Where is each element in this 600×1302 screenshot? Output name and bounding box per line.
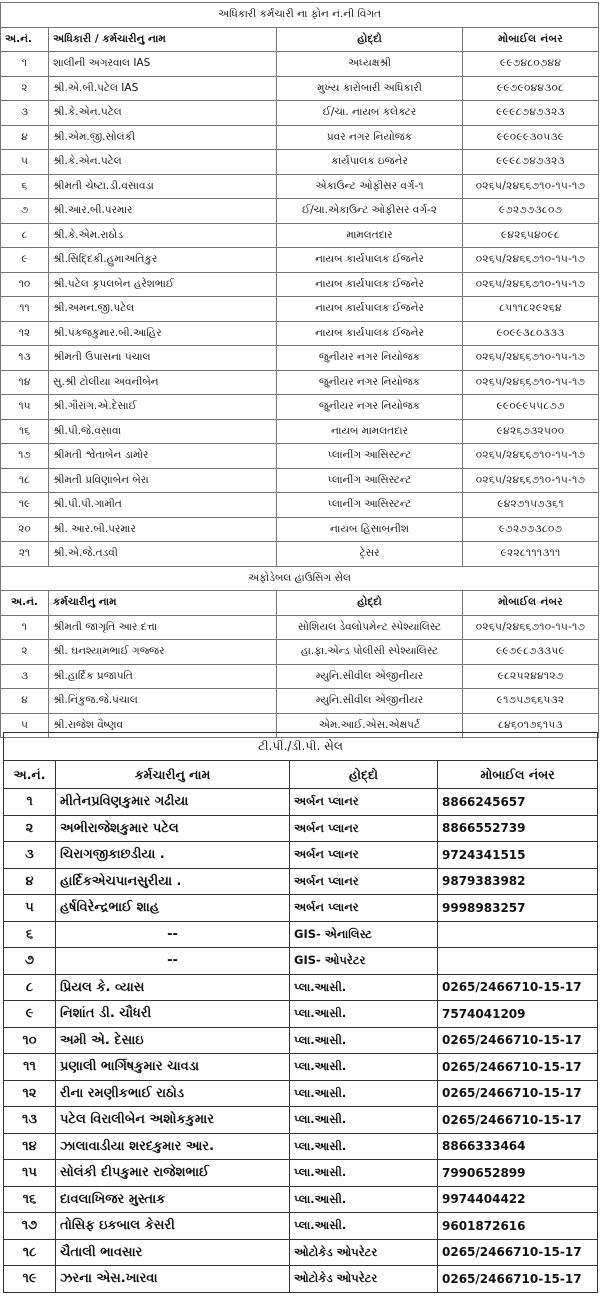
row-name: શ્રી.એમ.જી.સોલંકી: [49, 125, 277, 150]
row-serial: ૪: [1, 125, 49, 150]
row-name: શ્રી.પંકજકુમાર.બી.આહિર: [49, 321, 277, 346]
row-mobile: 0265/2466710-15-17: [438, 1027, 598, 1054]
row-mobile: ૮૪૬૦૧૭૬૧૫૩: [463, 713, 599, 738]
col-header-designation: હોદ્દો: [277, 591, 463, 616]
table-row: [1, 370, 599, 395]
row-mobile: 7574041209: [438, 1001, 598, 1028]
row-serial: ૩: [1, 664, 49, 689]
table-row: [4, 1239, 598, 1266]
row-name: પ્રિયલ કે. વ્યાસ: [56, 974, 290, 1001]
row-designation: પ્લા.આસી.: [290, 1080, 438, 1107]
row-serial: ૧: [1, 615, 49, 640]
row-designation: અર્બન પ્લાનર: [290, 895, 438, 922]
row-name: શ્રી.હાર્દિક પ્રજાપતિ: [49, 664, 277, 689]
table-row: [1, 223, 599, 248]
row-designation: અર્બન પ્લાનર: [290, 842, 438, 869]
row-mobile: ૯૪૨૬૫૪૦૯૮: [463, 223, 599, 248]
table-row: [1, 346, 599, 371]
row-designation: પ્લાનીંગ આસિસ્ટન્ટ: [277, 493, 463, 518]
row-mobile: ૦૨૬૫/૨૪૬૬૭૧૦-૧૫-૧૭: [463, 444, 599, 469]
row-mobile: 8866333464: [438, 1133, 598, 1160]
table-row: [4, 1213, 598, 1240]
row-name: શ્રી.સિદ્દિકી.હુમાઅતિકુર: [49, 248, 277, 273]
table-row: [4, 895, 598, 922]
row-mobile: ૯૯૭૯૮૭૩૩૫૯: [463, 640, 599, 665]
row-designation: પ્લા.આસી.: [290, 1001, 438, 1028]
row-name: હર્ષવિરેન્દ્રભાઈ શાહ: [56, 895, 290, 922]
col-header-mobile: મોબાઈલ નંબર: [438, 761, 598, 789]
row-mobile: ૯૦૯૯૩૮૦૩૩૩: [463, 321, 599, 346]
row-mobile: ૦૨૬૫/૨૪૬૬૭૧૦-૧૫-૧૭: [463, 248, 599, 273]
row-serial: ૧૫: [1, 395, 49, 420]
table-row: [4, 868, 598, 895]
row-serial: ૨૧: [1, 542, 49, 567]
tp-dp-cell-table-body: [4, 733, 598, 1293]
row-name: શ્રી. ઘનશ્યામભાઈ ગજ્જર: [49, 640, 277, 665]
row-mobile: ૦૨૬૫/૨૪૬૬૭૧૦-૧૫-૧૭: [463, 272, 599, 297]
row-mobile: 0265/2466710-15-17: [438, 1107, 598, 1134]
row-name: શ્રી.પી.જે.વસાવા: [49, 419, 277, 444]
row-mobile: 0265/2466710-15-17: [438, 974, 598, 1001]
table-row: [1, 52, 599, 77]
row-name: ઝરના એસ.ખારવા: [56, 1266, 290, 1293]
row-designation: પ્લા.આસી.: [290, 1160, 438, 1187]
row-serial: ૧૧: [1, 297, 49, 322]
col-header-name: કર્મચારીનુ નામ: [56, 761, 290, 789]
row-designation: જુનીયર નગર નિયોજક: [277, 370, 463, 395]
row-serial: ૫: [1, 150, 49, 175]
row-name: શ્રી.પટેલ કૃપલબેન હરેશભાઈ: [49, 272, 277, 297]
row-mobile: 0265/2466710-15-17: [438, 1266, 598, 1293]
row-mobile: ૯૭૨૭૭૩૮૦૭: [463, 517, 599, 542]
row-designation: GIS- એનાલિસ્ટ: [290, 921, 438, 948]
row-mobile: 0265/2466710-15-17: [438, 1239, 598, 1266]
row-designation: ઓટોકેડ ઓપરેટર: [290, 1239, 438, 1266]
row-designation: અર્બન પ્લાનર: [290, 868, 438, 895]
row-designation: નાયબ મામલતદાર: [277, 419, 463, 444]
row-name: પ્રણાલી ભાર્ગિષકુમાર ચાવડા: [56, 1054, 290, 1081]
row-name: શ્રીમતી ચેષ્ટા.ડી.વસાવડા: [49, 174, 277, 199]
table-row: [1, 150, 599, 175]
row-serial: ૧૮: [4, 1239, 56, 1266]
row-designation: નાયબ કાર્યપાલક ઈજનેર: [277, 321, 463, 346]
row-mobile: 9879383982: [438, 868, 598, 895]
row-name: રીના રમણીકભાઈ રાઠોડ: [56, 1080, 290, 1107]
row-mobile: 9998983257: [438, 895, 598, 922]
row-serial: ૪: [4, 868, 56, 895]
row-serial: ૧૪: [1, 370, 49, 395]
row-mobile: ૯૯૯૮૭૪૭૩૨૩: [463, 150, 599, 175]
row-mobile: [438, 921, 598, 948]
row-serial: ૬: [1, 174, 49, 199]
row-serial: ૨: [1, 640, 49, 665]
row-mobile: 0265/2466710-15-17: [438, 1080, 598, 1107]
row-name: પટેલ વિરાલીબેન અશોકકુમાર: [56, 1107, 290, 1134]
row-mobile: ૯૧૭૫૭૬૬૫૩૨: [463, 689, 599, 714]
row-designation: ઈ/ચા.એકાઉન્ટ ઓફીસર વર્ગ-૨: [277, 199, 463, 224]
row-serial: ૨: [4, 815, 56, 842]
row-designation: નાયબ હિસાબનીશ: [277, 517, 463, 542]
row-serial: ૯: [1, 248, 49, 273]
row-serial: ૫: [1, 713, 49, 738]
row-mobile: 8866552739: [438, 815, 598, 842]
row-serial: ૧૯: [1, 493, 49, 518]
table-row: [1, 125, 599, 150]
row-name: શ્રીમતી ઉપાસના પંચાલ: [49, 346, 277, 371]
row-mobile: ૯૮૨૫૨૪૪૧૨૭: [463, 664, 599, 689]
row-serial: ૧૯: [4, 1266, 56, 1293]
table-row: [4, 1160, 598, 1187]
row-serial: ૧૨: [4, 1080, 56, 1107]
row-name: શ્રી.અમન.જી.પટેલ: [49, 297, 277, 322]
col-header-name: કર્મચારીનુ નામ: [49, 591, 277, 616]
row-name: શ્રી.નિંકુજ.જે.પંચાલ: [49, 689, 277, 714]
row-mobile: ૦૨૬૫/૨૪૬૬૭૧૦-૧૫-૧૭: [463, 346, 599, 371]
col-header-serial: અ.નં.: [1, 27, 49, 52]
row-name: શ્રીમતી પ્રવિણાબેન બેરા: [49, 468, 277, 493]
row-designation: ઓટોકેડ ઓપરેટર: [290, 1266, 438, 1293]
col-header-designation: હોદ્દો: [277, 27, 463, 52]
row-designation: નાયબ કાર્યપાલક ઈજનેર: [277, 297, 463, 322]
table-row: [4, 1001, 598, 1028]
row-name: શ્રી.કે.એમ.રાઠોડ: [49, 223, 277, 248]
row-name: શ્રી.આર.બી.પરમાર: [49, 199, 277, 224]
row-name: સોલંકી દીપકુમાર રાજેશભાઈ: [56, 1160, 290, 1187]
col-header-mobile: મોબાઈલ નંબર: [463, 27, 599, 52]
table-row: [1, 101, 599, 126]
table-row: [1, 689, 599, 714]
table-row: [4, 974, 598, 1001]
row-mobile: 8866245657: [438, 789, 598, 816]
row-mobile: ૦૨૬૫/૨૪૬૬૭૧૦-૧૫-૧૭: [463, 370, 599, 395]
table-row: [4, 948, 598, 975]
row-designation: GIS- ઓપરેટર: [290, 948, 438, 975]
row-designation: જુનીયર નગર નિયોજક: [277, 346, 463, 371]
row-name: ચિરાગજીકાછડીયા .: [56, 842, 290, 869]
table-row: [1, 493, 599, 518]
section1-title: અધિકારી કર્મચારી ના ફોન નં.ની વિગત: [1, 3, 599, 28]
row-name: તોસિફ ઇકબાલ કેસરી: [56, 1213, 290, 1240]
table-row: [4, 789, 598, 816]
row-serial: ૩: [4, 842, 56, 869]
row-designation: મ્યુનિ.સીવીલ એંજીનીયર: [277, 689, 463, 714]
row-designation: પ્લા.આસી.: [290, 974, 438, 1001]
row-name: શ્રીમતી શ્વેતાબેન ડામોર: [49, 444, 277, 469]
row-designation: સોશિયલ ડેવલોપમેન્ટ સ્પેશ્યાલિસ્ટ: [277, 615, 463, 640]
row-mobile: 0265/2466710-15-17: [438, 1054, 598, 1081]
row-serial: ૧૩: [4, 1107, 56, 1134]
table-row: [4, 1027, 598, 1054]
table-row: [4, 1133, 598, 1160]
row-designation: હા.ફા.એન્ડ પોલીસી સ્પેશ્યાલિસ્ટ: [277, 640, 463, 665]
row-designation: ટ્રેસર: [277, 542, 463, 567]
row-name: હાર્દિકએચપાનસુરીયા .: [56, 868, 290, 895]
row-mobile: ૯૯૯૮૭૪૭૩૨૩: [463, 101, 599, 126]
table-row: [1, 640, 599, 665]
row-serial: ૧૭: [1, 444, 49, 469]
row-designation: પ્લાનીંગ આસિસ્ટન્ટ: [277, 444, 463, 469]
row-designation: પ્લા.આસી.: [290, 1186, 438, 1213]
table-row: [1, 615, 599, 640]
row-designation: એકાઉન્ટ ઓફીસર વર્ગ-૧: [277, 174, 463, 199]
row-designation: ઈ/ચા. નાયબ કલેક્ટર: [277, 101, 463, 126]
row-mobile: 9724341515: [438, 842, 598, 869]
row-designation: પ્રવર નગર નિયોજક: [277, 125, 463, 150]
table-row: [1, 174, 599, 199]
row-mobile: ૦૨૬૫/૨૪૬૬૭૧૦-૧૫-૧૭: [463, 615, 599, 640]
officers-phone-table: [0, 2, 599, 738]
table-row: [1, 248, 599, 273]
row-serial: ૫: [4, 895, 56, 922]
row-name: અભીરાજેશકુમાર પટેલ: [56, 815, 290, 842]
row-mobile: ૯૭૨૭૭૩૮૦૭: [463, 199, 599, 224]
row-serial: ૩: [1, 101, 49, 126]
table-row: [4, 921, 598, 948]
row-mobile: ૯૯૦૯૯૫૫૮૭૭: [463, 395, 599, 420]
row-mobile: 7990652899: [438, 1160, 598, 1187]
row-name: અમી એ. દેસાઇ: [56, 1027, 290, 1054]
row-designation: પ્લા.આસી.: [290, 1213, 438, 1240]
row-mobile: ૯૪૨૭૧૫૭૩૬૧: [463, 493, 599, 518]
row-mobile: ૯૯૭૯૦૪૪૩૦૮: [463, 76, 599, 101]
table-row: [1, 517, 599, 542]
row-serial: ૧૦: [1, 272, 49, 297]
section3-title: ટી.પી./ડી.પી. સેલ: [4, 733, 598, 761]
row-serial: ૧૩: [1, 346, 49, 371]
table-row: [4, 1107, 598, 1134]
row-mobile: ૯૯૭૪૮૦૭૪૪: [463, 52, 599, 77]
row-mobile: 9601872616: [438, 1213, 598, 1240]
col-header-mobile: મોબાઈલ નંબર: [463, 591, 599, 616]
table-row: [1, 297, 599, 322]
table-row: [4, 1266, 598, 1293]
row-designation: પ્લા.આસી.: [290, 1133, 438, 1160]
section2-title: અફોડેબલ હાઉસિંગ સેલ: [1, 566, 599, 591]
row-mobile: ૯૨૨૮૧૧૧૩૧૧: [463, 542, 599, 567]
row-name: શ્રી.એ.બી.પટેલ IAS: [49, 76, 277, 101]
table-row: [1, 542, 599, 567]
row-name: --: [56, 921, 290, 948]
table-row: [4, 1186, 598, 1213]
row-name: શ્રી.કે.એન.પટેલ: [49, 150, 277, 175]
row-mobile: ૯૯૦૯૯૩૦૫૩૯: [463, 125, 599, 150]
row-designation: પ્લા.આસી.: [290, 1107, 438, 1134]
officers-phone-table-body: [1, 3, 599, 738]
row-designation: અર્બન પ્લાનર: [290, 815, 438, 842]
table-row: [1, 419, 599, 444]
row-name: સુ.શ્રી ટોલીયા અવનીબેન: [49, 370, 277, 395]
table-row: [1, 272, 599, 297]
row-serial: ૨: [1, 76, 49, 101]
row-serial: ૧: [1, 52, 49, 77]
row-serial: ૧૭: [4, 1213, 56, 1240]
col-header-designation: હોદ્દો: [290, 761, 438, 789]
row-designation: કાર્યપાલક ઇજનેર: [277, 150, 463, 175]
row-serial: ૭: [4, 948, 56, 975]
row-name: શ્રીમતી જાગૃતિ આર દત્તા: [49, 615, 277, 640]
row-serial: ૧૧: [4, 1054, 56, 1081]
row-name: શાલીની અગરવાલ IAS: [49, 52, 277, 77]
row-serial: ૧૨: [1, 321, 49, 346]
col-header-serial: અ.નં.: [4, 761, 56, 789]
row-designation: એમ.આઈ.એસ.એક્ષપર્ટ: [277, 713, 463, 738]
row-name: નિશાંત ડી. ચૌધરી: [56, 1001, 290, 1028]
row-serial: ૮: [4, 974, 56, 1001]
row-designation: પ્લાનીંગ આસિસ્ટન્ટ: [277, 468, 463, 493]
table-row: [1, 468, 599, 493]
table-row: [4, 1054, 598, 1081]
table-row: [1, 76, 599, 101]
row-mobile: ૯૪૨૬૭૩૨૫૦૦: [463, 419, 599, 444]
table-row: [4, 815, 598, 842]
row-serial: ૧૬: [1, 419, 49, 444]
col-header-name: અધિકારી / કર્મચારીનુ નામ: [49, 27, 277, 52]
row-designation: નાયબ કાર્યપાલક ઈજનેર: [277, 248, 463, 273]
row-name: શ્રી. આર.બી.પરમાર: [49, 517, 277, 542]
table-row: [1, 664, 599, 689]
row-name: દાવલાખિજર મુસ્તાક: [56, 1186, 290, 1213]
row-name: ચૈતાલી ભાવસાર: [56, 1239, 290, 1266]
row-designation: મ્યુનિ.સીવીલ એંજીનીયર: [277, 664, 463, 689]
row-name: શ્રી.રાજેશ વૈષ્ણવ: [49, 713, 277, 738]
row-designation: નાયબ કાર્યપાલક ઈજનેર: [277, 272, 463, 297]
row-designation: પ્લા.આસી.: [290, 1027, 438, 1054]
row-name: મીતેનપ્રવિણકુમાર ગઢીયા: [56, 789, 290, 816]
tp-dp-cell-table: [3, 732, 598, 1293]
row-designation: જુનીયર નગર નિયોજક: [277, 395, 463, 420]
row-mobile: ૮૫૧૧૮૨૯૨૬૪: [463, 297, 599, 322]
row-designation: અર્બન પ્લાનર: [290, 789, 438, 816]
row-designation: પ્લા.આસી.: [290, 1054, 438, 1081]
row-serial: ૧૦: [4, 1027, 56, 1054]
row-mobile: ૦૨૬૫/૨૪૬૬૭૧૦-૧૫-૧૭: [463, 468, 599, 493]
row-name: ઝાલાવાડીયા શરદકુમાર આર.: [56, 1133, 290, 1160]
row-serial: ૧૪: [4, 1133, 56, 1160]
table-row: [4, 842, 598, 869]
table-row: [4, 1080, 598, 1107]
row-serial: ૧૮: [1, 468, 49, 493]
col-header-serial: અ.નં.: [1, 591, 49, 616]
row-mobile: [438, 948, 598, 975]
row-serial: ૧૫: [4, 1160, 56, 1187]
table-row: [1, 199, 599, 224]
row-serial: ૬: [4, 921, 56, 948]
row-designation: મામલતદાર: [277, 223, 463, 248]
row-serial: ૧૬: [4, 1186, 56, 1213]
row-serial: ૭: [1, 199, 49, 224]
row-designation: મુખ્ય કારોબારી અધિકારી: [277, 76, 463, 101]
row-name: શ્રી.કે.એન.પટેલ: [49, 101, 277, 126]
row-serial: ૪: [1, 689, 49, 714]
row-name: --: [56, 948, 290, 975]
row-mobile: ૦૨૬૫/૨૪૬૬૭૧૦-૧૫-૧૭: [463, 174, 599, 199]
row-serial: ૨૦: [1, 517, 49, 542]
table-row: [1, 395, 599, 420]
row-serial: ૧: [4, 789, 56, 816]
table-row: [1, 444, 599, 469]
row-name: શ્રી.ગૌરાંગ.એ.દેસાઈ: [49, 395, 277, 420]
row-name: શ્રી.પી.પી.ગામીત: [49, 493, 277, 518]
row-designation: અધ્યક્ષશ્રી: [277, 52, 463, 77]
row-serial: ૯: [4, 1001, 56, 1028]
row-serial: ૮: [1, 223, 49, 248]
row-name: શ્રી.એ.જે.તડવી: [49, 542, 277, 567]
table-row: [1, 321, 599, 346]
row-mobile: 9974404422: [438, 1186, 598, 1213]
